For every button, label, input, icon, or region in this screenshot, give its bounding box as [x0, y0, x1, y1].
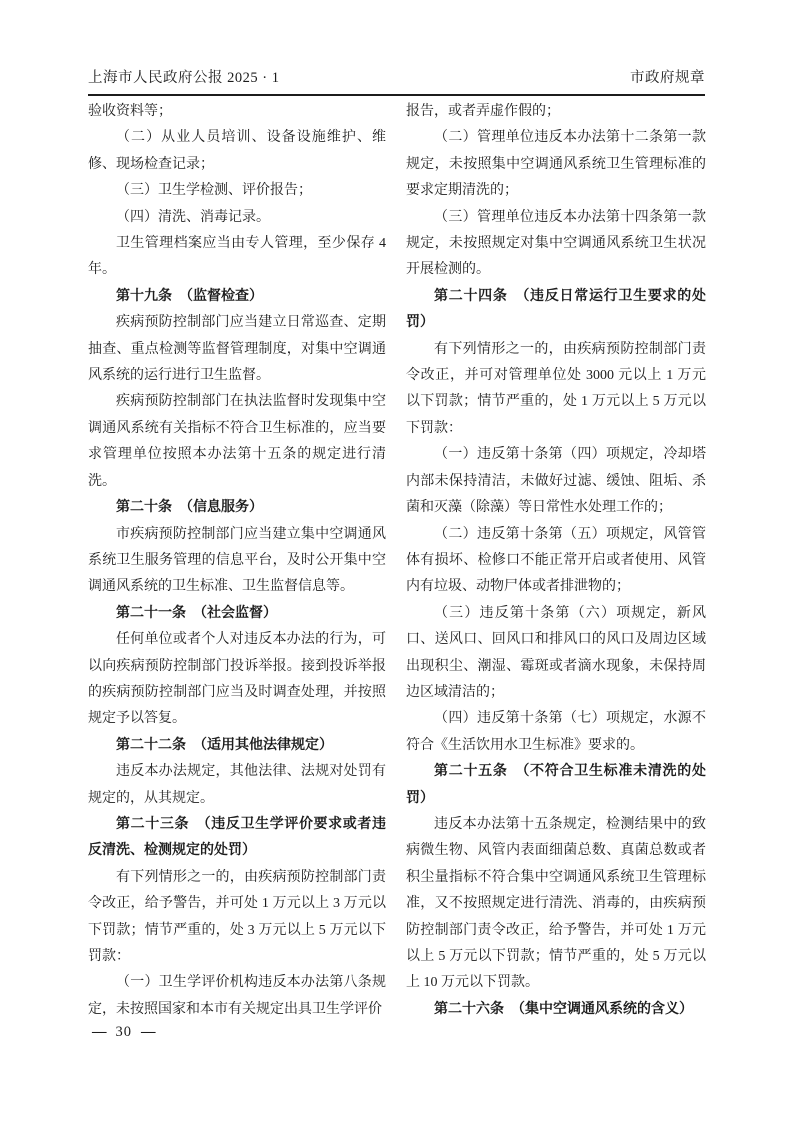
paragraph: 违反本办法规定，其他法律、法规对处罚有规定的，从其规定。 — [88, 764, 386, 806]
article-heading: 第二十条 （信息服务） — [116, 500, 263, 516]
paragraph: （四）违反第十条第（七）项规定，水源不符合《生活饮用水卫生标准》要求的。 — [406, 711, 706, 753]
paragraph: （一）卫生学评价机构违反本办法第八条规定，未按照国家和本市有关规定出具卫生学评价 — [88, 975, 386, 1017]
page-number: 30 — [115, 1024, 132, 1040]
paragraph: （二）从业人员培训、设备设施维护、维修、现场检查记录； — [88, 130, 386, 172]
paragraph: 报告，或者弄虚作假的； — [406, 104, 560, 119]
page-header — [88, 60, 705, 96]
footer-left-dash: — — [92, 1024, 107, 1040]
footer-right-dash: — — [141, 1024, 156, 1040]
paragraph: 卫生管理档案应当由专人管理，至少保存 4 年。 — [88, 236, 386, 278]
article-heading: 第二十五条 （不符合卫生标准未清洗的处罚） — [406, 764, 706, 806]
paragraph: （二）管理单位违反本办法第十二条第一款规定，未按照集中空调通风系统卫生管理标准的要求定期清洗的； — [406, 130, 706, 199]
article-heading: 第二十三条 （违反卫生学评价要求或者违反清洗、检测规定的处罚） — [88, 816, 386, 859]
left-column — [88, 99, 386, 1023]
article-heading: 第二十二条 （适用其他法律规定） — [116, 737, 333, 753]
article-heading: 第二十六条 （集中空调通风系统的含义） — [434, 1001, 693, 1017]
paragraph: （三）管理单位违反本办法第十四条第一款规定，未按照规定对集中空调通风系统卫生状况开展检测的。 — [406, 209, 706, 278]
paragraph: （一）违反第十条第（四）项规定，冷却塔内部未保持清洁，未做好过滤、缓蚀、阻垢、杀菌和灭藻（除藻）等日常性水处理工作的； — [406, 447, 706, 516]
paragraph: 疾病预防控制部门在执法监督时发现集中空调通风系统有关指标不符合卫生标准的，应当要求管理单位按照本办法第十五条的规定进行清洗。 — [88, 394, 386, 489]
paragraph: （二）违反第十条第（五）项规定，风管管体有损坏、检修口不能正常开启或者使用、风管内有垃圾、动物尸体或者排泄物的； — [406, 526, 706, 595]
paragraph: 违反本办法第十五条规定，检测结果中的致病微生物、风管内表面细菌总数、真菌总数或者积尘量指标不符合集中空调通风系统卫生管理标准，又不按照规定进行清洗、消毒的，由疾病预防控制部门责令改正，给予警告，并可处 1 万元以上 5 万元以下罚款；情节严重的，处 5 万元以上 10 万元以下罚款。 — [406, 816, 706, 991]
paragraph: 有下列情形之一的，由疾病预防控制部门责令改正，并可对管理单位处 3000 元以上 1 万元以下罚款；情节严重的，处 1 万元以上 5 万元以下罚款： — [406, 341, 706, 436]
page-footer — [92, 1024, 156, 1041]
header-gazette-title: 上海市人民政府公报 2025 · 1 — [88, 70, 280, 86]
paragraph: 任何单位或者个人对违反本办法的行为，可以向疾病预防控制部门投诉举报。接到投诉举报的疾病预防控制部门应当及时调查处理，并按照规定予以答复。 — [88, 632, 386, 727]
right-column — [406, 99, 706, 1023]
paragraph: （三）卫生学检测、评价报告； — [116, 183, 312, 199]
article-heading: 第二十一条 （社会监督） — [116, 605, 277, 621]
paragraph: 疾病预防控制部门应当建立日常巡查、定期抽查、重点检测等监督管理制度，对集中空调通风系统的运行进行卫生监督。 — [88, 315, 386, 384]
paragraph: （三）违反第十条第（六）项规定，新风口、送风口、回风口和排风口的风口及周边区域出现积尘、潮湿、霉斑或者滴水现象，未保持周边区域清洁的； — [406, 605, 706, 700]
paragraph: （四）清洗、消毒记录。 — [116, 209, 270, 225]
paragraph: 市疾病预防控制部门应当建立集中空调通风系统卫生服务管理的信息平台，及时公开集中空调通风系统的卫生标准、卫生监督信息等。 — [88, 526, 386, 595]
paragraph: 有下列情形之一的，由疾病预防控制部门责令改正，给予警告，并可处 1 万元以上 3 万元以下罚款；情节严重的，处 3 万元以上 5 万元以下罚款： — [88, 869, 386, 964]
paragraph: 验收资料等； — [88, 104, 172, 119]
article-heading: 第二十四条 （违反日常运行卫生要求的处罚） — [406, 288, 706, 331]
header-section-label: 市政府规章 — [630, 70, 705, 86]
article-heading: 第十九条 （监督检查） — [116, 288, 263, 304]
